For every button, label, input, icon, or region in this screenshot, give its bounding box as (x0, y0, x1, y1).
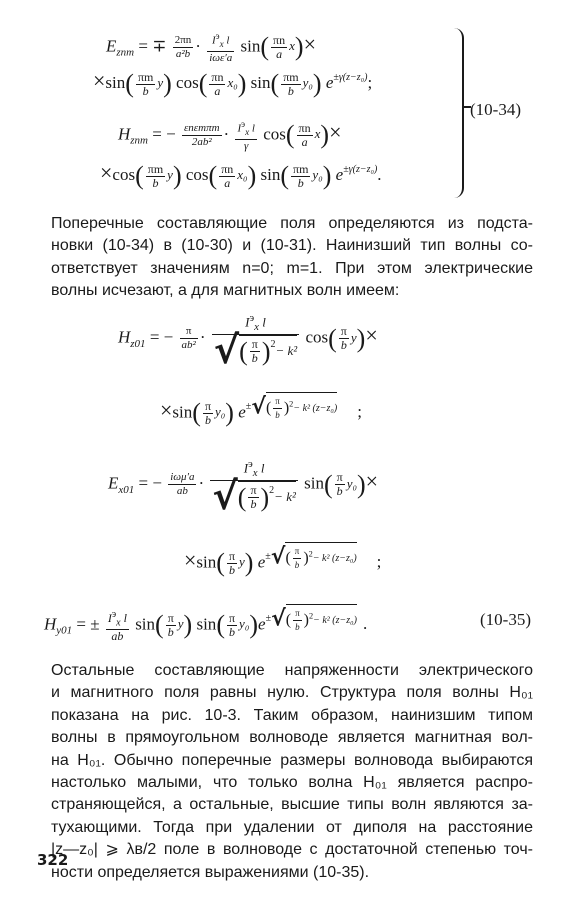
page-number: 322 (37, 851, 69, 869)
times-sign: × (184, 547, 197, 573)
eq-equals: = ± (76, 614, 100, 634)
length-symbol: l (262, 314, 266, 330)
equation-number-10-34: (10-34) (470, 100, 521, 119)
equation-e-znm-cont (93, 68, 372, 99)
cos-fn: cos (185, 165, 209, 184)
frac-num: πn (273, 32, 286, 47)
frac-den: b (297, 175, 304, 190)
text-line: на H₀₁. Обычно поперечные размеры волновода выбираются (51, 751, 533, 769)
frac-den: b (340, 338, 347, 353)
frac-den: b (294, 560, 300, 570)
frac-den: a (214, 83, 221, 98)
frac-den: b (228, 562, 235, 577)
frac-den: b (142, 83, 149, 98)
equation-e-x01-cont (184, 542, 381, 578)
eq-lhs: E (108, 473, 119, 493)
times-sign: × (365, 468, 379, 494)
paren-arg: ( $\frac{\pi m}{b}$ y) (125, 69, 172, 99)
sin-fn: sin (196, 552, 217, 572)
equation-h-y01 (44, 604, 367, 643)
fraction (207, 30, 234, 65)
sqrt: √( $\frac{\pi}{b}$ )$^2$− k² (213, 327, 298, 372)
pm: ± (265, 551, 271, 563)
frac-num: π (228, 548, 235, 563)
eq-lhs: E (106, 36, 117, 56)
power: 2 (308, 549, 313, 559)
frac-num: πm (283, 69, 299, 84)
sin-fn: sin (304, 473, 324, 493)
times-sign: × (160, 397, 173, 423)
length-symbol: l (251, 122, 255, 135)
sin-fn: sin (135, 614, 156, 634)
paragraph-transverse-components (51, 213, 533, 303)
paren-arg: ( $\frac{\pi}{b}$ y₀) (192, 398, 234, 428)
eq-equals: = − (152, 124, 176, 144)
sub: x (252, 466, 258, 479)
frac-num (235, 118, 257, 140)
var: y (350, 329, 357, 345)
sqrt: √( $\frac{\pi}{b}$ )$^2$− k² (212, 473, 296, 518)
text-line: Поперечные составляющие поля определяются из подста- (51, 215, 533, 232)
paren-arg: ( $\frac{\pi n}{a}$ x) (285, 120, 330, 150)
frac-den: a (276, 46, 283, 61)
text-line: тухающими. Тогда при удалении от диполя на расстояние (51, 818, 533, 836)
frac-den: iωε′a (209, 51, 233, 64)
paren-arg: ( $\frac{\pi m}{b}$ y) (135, 161, 182, 191)
frac-num: π (273, 395, 282, 409)
fraction-with-root (212, 312, 299, 372)
paren-arg: ( $\frac{\pi n}{a}$ x) (260, 32, 304, 62)
var: y (157, 75, 164, 91)
var: y₀ (215, 404, 226, 420)
times-sign: × (100, 160, 113, 185)
current-symbol: I (243, 460, 249, 476)
rad-tail: − k² (z−z₀) (312, 552, 357, 564)
paren-arg: ( $\frac{\pi m}{b}$ y₀) (280, 161, 332, 191)
text-line: новки (10-34) в (10-30) и (10-31). Наинизший тип волны со- (51, 237, 533, 255)
fraction (180, 325, 198, 352)
equation-e-znm (106, 30, 316, 65)
frac-num: π (250, 483, 257, 498)
paren-arg: ( $\frac{\pi}{b}$ y₀) (216, 610, 259, 640)
times-sign: × (303, 31, 316, 57)
frac-num (207, 30, 234, 52)
sup: э (249, 312, 255, 324)
text-line: |z—z₀| ⩾ λв/2 поле в волноводе с достаточной степенью точ- (51, 841, 533, 859)
fraction (173, 34, 194, 61)
frac-den: b (287, 83, 294, 98)
var: y (167, 167, 173, 183)
rad-tail: − k² (z−z₀) (313, 614, 357, 626)
frac-den: ab² (181, 339, 196, 352)
sub: x (219, 38, 224, 49)
eq-lhs-sub: znm (130, 134, 149, 147)
frac-den: b (250, 497, 257, 512)
var: y (239, 554, 245, 570)
length-symbol: l (123, 610, 127, 625)
frac-den: b (336, 484, 343, 499)
text-line: страняющейся, а остальные, высшие типы волн являются за- (51, 796, 533, 814)
frac-num: π (204, 398, 211, 413)
sin-fn: sin (172, 402, 193, 422)
rad-tail: − k² (274, 488, 296, 504)
frac-num: πn (298, 120, 311, 135)
dot: · (223, 124, 230, 144)
frac-den: b (167, 624, 174, 639)
exp-base: e (258, 614, 266, 634)
frac-num: iωμ′a (170, 471, 195, 484)
cos-fn: cos (176, 73, 199, 92)
punct: ; (367, 73, 373, 92)
sub: x (116, 617, 121, 629)
pm: ± (265, 613, 272, 625)
frac-num: π (251, 337, 258, 352)
frac-den: a (224, 175, 231, 190)
paragraph-h01-structure (51, 660, 533, 884)
current-symbol: I (245, 314, 250, 330)
text-line: и магнитного поля равны нулю. Структура поля волны H₀₁ (51, 684, 533, 702)
frac-num: πm (147, 161, 164, 176)
exponent: ±γ(z−z₀) (333, 72, 368, 83)
text-line: показана на рис. 10-3. Таким образом, наинизшим типом (51, 706, 533, 724)
frac-num: π (167, 610, 174, 625)
length-symbol: l (260, 460, 265, 476)
eq-lhs-sub: y01 (56, 624, 73, 637)
frac-num: πn (221, 161, 234, 176)
sup: э (215, 31, 220, 41)
sup: э (248, 458, 253, 470)
rad-tail: − k² (275, 342, 298, 358)
equation-h-znm-cont (100, 160, 382, 191)
var: y (177, 616, 184, 632)
sqrt: √( $\frac{\pi}{b}$ )$^2$− k² (z−z₀) (271, 542, 357, 572)
text-line: волны в прямоугольном волноводе является магнитная вол- (51, 729, 533, 747)
frac-num: 2πn (174, 33, 192, 46)
times-sign: × (93, 68, 106, 93)
sin-fn: sin (196, 614, 217, 634)
frac-num: π (293, 545, 302, 559)
equation-h-z01-cont (160, 392, 362, 428)
text-line: волны исчезают, а для магнитных волн имеем: (51, 282, 400, 300)
cos-fn: cos (305, 327, 329, 347)
power: 2 (269, 484, 275, 496)
frac-num: π (180, 325, 198, 339)
current-symbol: I (237, 122, 242, 135)
fraction (106, 608, 129, 643)
var: x (314, 126, 321, 142)
equation-h-znm (118, 118, 341, 153)
pm: ± (245, 401, 252, 413)
frac-num: πn (211, 69, 224, 84)
frac-den: a²b (175, 47, 191, 60)
frac-num: εnεmπm (183, 121, 220, 134)
power: 2 (289, 399, 294, 409)
frac-num: πm (137, 69, 154, 84)
frac-den: b (152, 175, 159, 190)
rad-tail: − k² (z−z₀) (293, 402, 338, 414)
fraction-with-root (210, 458, 297, 518)
equation-h-z01 (118, 312, 378, 372)
text-line: настолько малыми, что только волна H₀₁ является распро- (51, 773, 533, 791)
punct: . (362, 614, 368, 634)
paren-arg: ( $\frac{\pi}{b}$ y) (216, 548, 254, 578)
frac-den: b (204, 412, 211, 427)
frac-num: π (336, 470, 343, 485)
punct: . (377, 165, 382, 184)
length-symbol: l (226, 34, 230, 47)
dot: · (195, 36, 201, 56)
sqrt: √( $\frac{\pi}{b}$ )$^2$− k² (z−z₀) (251, 392, 337, 422)
frac-num: πm (293, 161, 309, 176)
sin-fn: sin (240, 36, 261, 56)
text-line: ности определяется выражениями (10-35). (51, 863, 370, 881)
frac-den (210, 473, 297, 518)
paren-arg: ( $\frac{\pi}{b}$ y) (155, 610, 193, 640)
equation-number-10-35: (10-35) (480, 610, 531, 629)
frac-num: π (228, 610, 236, 625)
frac-den: b (275, 410, 280, 420)
power: 2 (270, 338, 276, 350)
current-symbol: I (107, 610, 112, 625)
exp-base: e (238, 402, 246, 422)
dot: · (199, 327, 206, 347)
sqrt: √( $\frac{\pi}{b}$ )$^2$− k² (z−z₀) (271, 604, 357, 634)
fraction (168, 471, 196, 498)
fraction (182, 122, 222, 149)
frac-num: π (340, 324, 347, 339)
var: y₀ (239, 616, 250, 632)
eq-lhs: H (118, 327, 131, 347)
frac-den: γ (244, 139, 249, 152)
frac-den: ab (176, 485, 188, 498)
exp-base: e (325, 73, 334, 92)
sub: x (254, 320, 259, 333)
times-sign: × (329, 119, 342, 145)
cos-fn: cos (112, 165, 136, 184)
paren-arg: ( $\frac{\pi n}{a}$ x₀) (208, 161, 257, 191)
paren-arg: ( $\frac{\pi m}{b}$ y₀) (270, 69, 322, 99)
frac-num (106, 608, 129, 630)
eq-lhs: H (44, 614, 57, 634)
exponent: ±γ(z−z₀) (343, 164, 378, 175)
equation-group-brace (452, 28, 464, 198)
var: x₀ (227, 75, 238, 91)
times-sign: × (365, 322, 378, 348)
var: y₀ (302, 75, 313, 91)
var: x (289, 38, 295, 54)
eq-lhs-sub: z01 (130, 338, 146, 351)
fraction (235, 118, 257, 153)
frac-den (212, 327, 299, 372)
var: y₀ (312, 167, 323, 183)
eq-lhs-sub: znm (116, 46, 135, 59)
sin-fn: sin (250, 73, 271, 92)
eq-equals: = ∓ (138, 36, 167, 56)
paren-arg: ( $\frac{\pi n}{a}$ x₀) (198, 69, 247, 99)
power: 2 (308, 611, 314, 621)
frac-num: π (293, 607, 302, 621)
eq-lhs: H (118, 124, 131, 144)
paren-arg: ( $\frac{\pi}{b}$ y₀) (323, 469, 366, 499)
exp-base: e (257, 552, 266, 572)
frac-den: b (251, 351, 258, 366)
text-line: Остальные составляющие напряженности электрического (51, 662, 533, 679)
exp-base: e (335, 165, 344, 184)
sub: x (245, 126, 250, 137)
eq-equals: = − (149, 327, 174, 347)
punct: ; (357, 402, 362, 422)
sin-fn: sin (260, 165, 281, 184)
punct: ; (376, 552, 382, 572)
equation-e-x01 (108, 458, 379, 518)
var: x₀ (237, 167, 248, 183)
eq-lhs-sub: x01 (118, 484, 135, 497)
eq-equals: = − (138, 473, 162, 493)
sup: э (241, 119, 246, 129)
current-symbol: I (211, 34, 216, 47)
dot: · (198, 473, 205, 493)
text-line: ответствует значениям n=0; m=1. При этом электрические (51, 259, 533, 277)
cos-fn: cos (263, 124, 286, 144)
var: y₀ (346, 475, 357, 491)
frac-den: 2ab² (191, 135, 212, 148)
frac-den: a (301, 134, 308, 149)
paren-arg: ( $\frac{\pi}{b}$ y) (328, 323, 366, 353)
frac-den: b (295, 622, 300, 632)
frac-den: b (229, 624, 236, 639)
frac-den: ab (111, 629, 124, 644)
sup: э (111, 608, 117, 620)
sin-fn: sin (105, 73, 126, 92)
